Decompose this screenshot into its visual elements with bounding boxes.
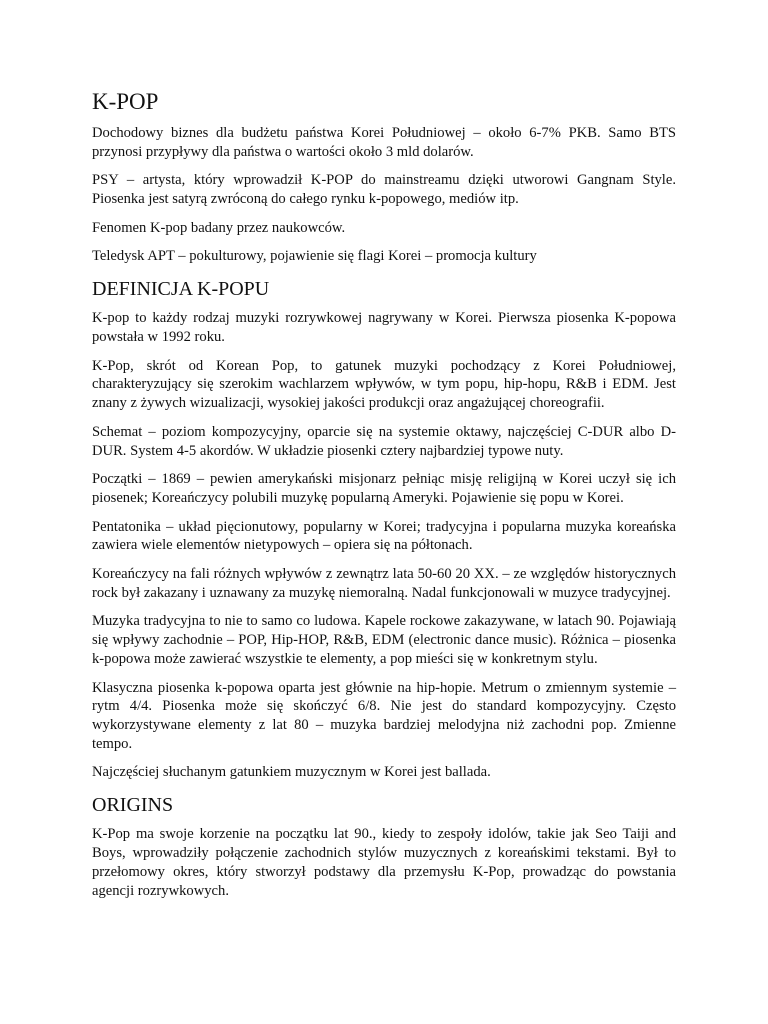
paragraph: Pentatonika – układ pięcionutowy, popularny w Korei; tradycyjna i popularna muzyka koreańska zawiera wiele elementów nietypowych – opiera się na półtonach. <box>92 518 676 554</box>
paragraph: Koreańczycy na fali różnych wpływów z zewnątrz lata 50-60 20 XX. – ze względów historycznych rock był zakazany i uznawany za muzykę niemoralną. Nadal funkcjonowali w muzyce tradycyjnej. <box>92 565 676 601</box>
section-heading: DEFINICJA K-POPU <box>92 278 270 301</box>
paragraph: Początki – 1869 – pewien amerykański misjonarz pełniąc misję religijną w Korei uczył się ich piosenek; Koreańczycy polubili muzykę popularną Ameryki. Pojawienie się popu w Korei. <box>92 471 676 506</box>
paragraph: Klasyczna piosenka k-popowa oparta jest głównie na hip-hopie. Metrum o zmiennym systemie – rytm 4/4. Piosenka może się skończyć 6/8. Nie jest do standard kompozycyjny. Często wykorzystywane elementy z lat 80 – muzyka bardziej melodyjna niż zachodni pop. Zmienne tempo. <box>92 679 676 752</box>
section-heading: ORIGINS <box>92 794 174 817</box>
intro-section <box>92 124 676 266</box>
paragraph: K-Pop, skrót od Korean Pop, to gatunek muzyki pochodzący z Korei Południowej, charakteryzujący się szerokim wachlarzem wpływów, w tym popu, hip-hopu, R&B i EDM. Jest znany z żywych wizualizacji, wysokiej jakości produkcji oraz angażującej choreografii. <box>92 357 676 412</box>
paragraph: PSY – artysta, który wprowadził K-POP do mainstreamu dzięki utworowi Gangnam Style. Piosenka jest satyrą zwróconą do całego rynku k-popowego, mediów itp. <box>92 172 676 208</box>
definition-section <box>92 276 676 782</box>
paragraph: Teledysk APT – pokulturowy, pojawienie się flagi Korei – promocja kultury <box>92 248 537 265</box>
paragraph: Najczęściej słuchanym gatunkiem muzycznym w Korei jest ballada. <box>92 764 491 781</box>
document-page <box>92 88 676 910</box>
paragraph: Muzyka tradycyjna to nie to samo co ludowa. Kapele rockowe zakazywane, w latach 90. Pojawiają się wpływy zachodnie – POP, Hip-HOP, R&B, EDM (electronic dance music). Różnica – piosenka k-popowa może zawierać wszystkie te elementy, a pop mieści się w konkretnym stylu. <box>92 613 676 667</box>
paragraph: Fenomen K-pop badany przez naukowców. <box>92 219 346 236</box>
document-title: K-POP <box>92 89 159 114</box>
paragraph: K-pop to każdy rodzaj muzyki rozrywkowej nagrywany w Korei. Pierwsza piosenka K-popowa powstała w 1992 roku. <box>92 310 676 345</box>
paragraph: Schemat – poziom kompozycyjny, oparcie się na systemie oktawy, najczęściej C-DUR albo D-DUR. System 4-5 akordów. W układzie piosenki cztery najbardziej typowe nuty. <box>92 423 676 459</box>
origins-section <box>92 792 676 900</box>
paragraph: Dochodowy biznes dla budżetu państwa Korei Południowej – około 6-7% PKB. Samo BTS przynosi przypływy dla państwa o wartości około 3 mld dolarów. <box>92 125 676 160</box>
paragraph: K-Pop ma swoje korzenie na początku lat 90., kiedy to zespoły idolów, takie jak Seo Taiji and Boys, wprowadziły połączenie zachodnich stylów muzycznych z koreańskimi tekstami. Był to przełomowy okres, który stworzył podstawy dla przemysłu K-Pop, prowadząc do powstania agencji rozrywkowych. <box>92 826 676 899</box>
